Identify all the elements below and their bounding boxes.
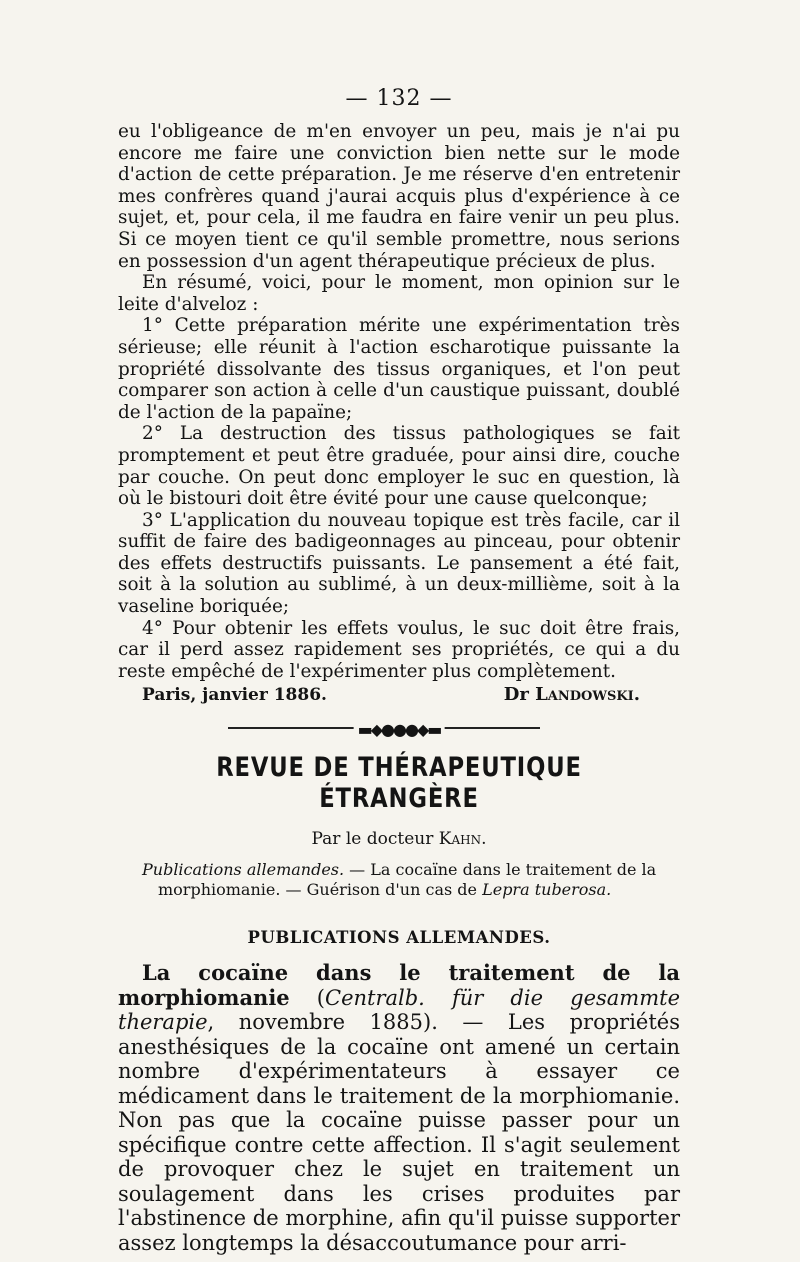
paragraph-point-1: 1° Cette préparation mérite une expérimentation très sérieuse; elle réunit à l'action escharotique puissante la propriété dissolvante des tissus organiques, et l'on peut comparer son action à celle d'un caustique puissant, doublé de l'action de la papaïne;: [118, 315, 680, 423]
article-source: Centralb. für die gesammte therapie: [118, 985, 680, 1035]
byline-prefix: Par le docteur: [311, 829, 434, 850]
summary-text: — La cocaïne dans le traitement de la morphiomanie. — Guérison d'un cas de: [158, 860, 657, 900]
summary-disease: Lepra tuberosa.: [482, 880, 612, 900]
section-title: REVUE DE THÉRAPEUTIQUE ÉTRANGÈRE: [216, 752, 582, 815]
paragraph-point-4: 4° Pour obtenir les effets voulus, le suc doit être frais, car il perd assez rapidement ses propriétés, ce qui a du reste empêché de l'expérimenter plus complètement.: [118, 617, 680, 682]
article-lead: La cocaïne dans le traitement de la morphiomanie: [118, 960, 680, 1010]
paragraph-continuation: eu l'obligeance de m'en envoyer un peu, mais je n'ai pu encore me faire une conviction bien nette sur le mode d'action de cette préparation. Je me réserve d'en entretenir mes confrères quand j'aurai acquis plus d'expérience à ce sujet, et, pour cela, il me faudra en faire venir un peu plus. Si ce moyen tient ce qu'il semble promettre, nous serions en possession d'un agent thérapeutique précieux de plus.: [118, 121, 680, 272]
author-name: Landowski.: [535, 684, 640, 706]
article: [118, 961, 680, 1255]
summary-heading: Publications allemandes.: [142, 860, 345, 880]
page-number: — 132 —: [345, 86, 453, 111]
byline: [118, 828, 680, 850]
ornamental-rule: [118, 716, 680, 740]
subsection-title: PUBLICATIONS ALLEMANDES.: [247, 928, 551, 948]
article-source-open: (: [289, 985, 325, 1010]
author-title: Dr: [503, 684, 529, 706]
byline-name: Kahn.: [438, 829, 487, 850]
rule-ornament: ▬◆●●●◆▬: [354, 720, 445, 739]
signature-author: [504, 684, 680, 706]
paragraph-point-2: 2° La destruction des tissus pathologiques se fait promptement et peut être graduée, pour ainsi dire, couche par couche. On peut donc employer le suc en question, là où le bistouri doit être évité pour une cause quelconque;: [118, 423, 680, 510]
article-paragraph: [118, 961, 680, 1255]
paragraph-summary-intro: En résumé, voici, pour le moment, mon opinion sur le leite d'alveloz :: [118, 272, 680, 315]
section-summary: [134, 860, 680, 900]
article-body: Les propriétés anesthésiques de la cocaïne ont amené un certain nombre d'expérimentateurs à essayer ce médicament dans le traitement de la morphiomanie. Non pas que la cocaïne puisse passer pour un spécifique contre cette affection. Il s'agit seulement de provoquer chez le sujet en traitement un soulagement dans les crises produites par l'abstinence de morphine, afin qu'il puisse supporter assez longtemps la désaccoutumance pour arri-: [118, 1010, 680, 1255]
signature-row: [118, 684, 680, 706]
signature-date: Paris, janvier 1886.: [142, 685, 327, 706]
paragraph-point-3: 3° L'application du nouveau topique est très facile, car il suffit de faire des badigeonnages au pinceau, pour obtenir des effets destructifs puissants. Le pansement a été fait, soit à la solution au sublimé, à un deux-millième, soit à la vaseline boriquée;: [118, 509, 680, 618]
book-page: [118, 86, 680, 1255]
article-source-close: , novembre 1885). —: [207, 1010, 508, 1035]
